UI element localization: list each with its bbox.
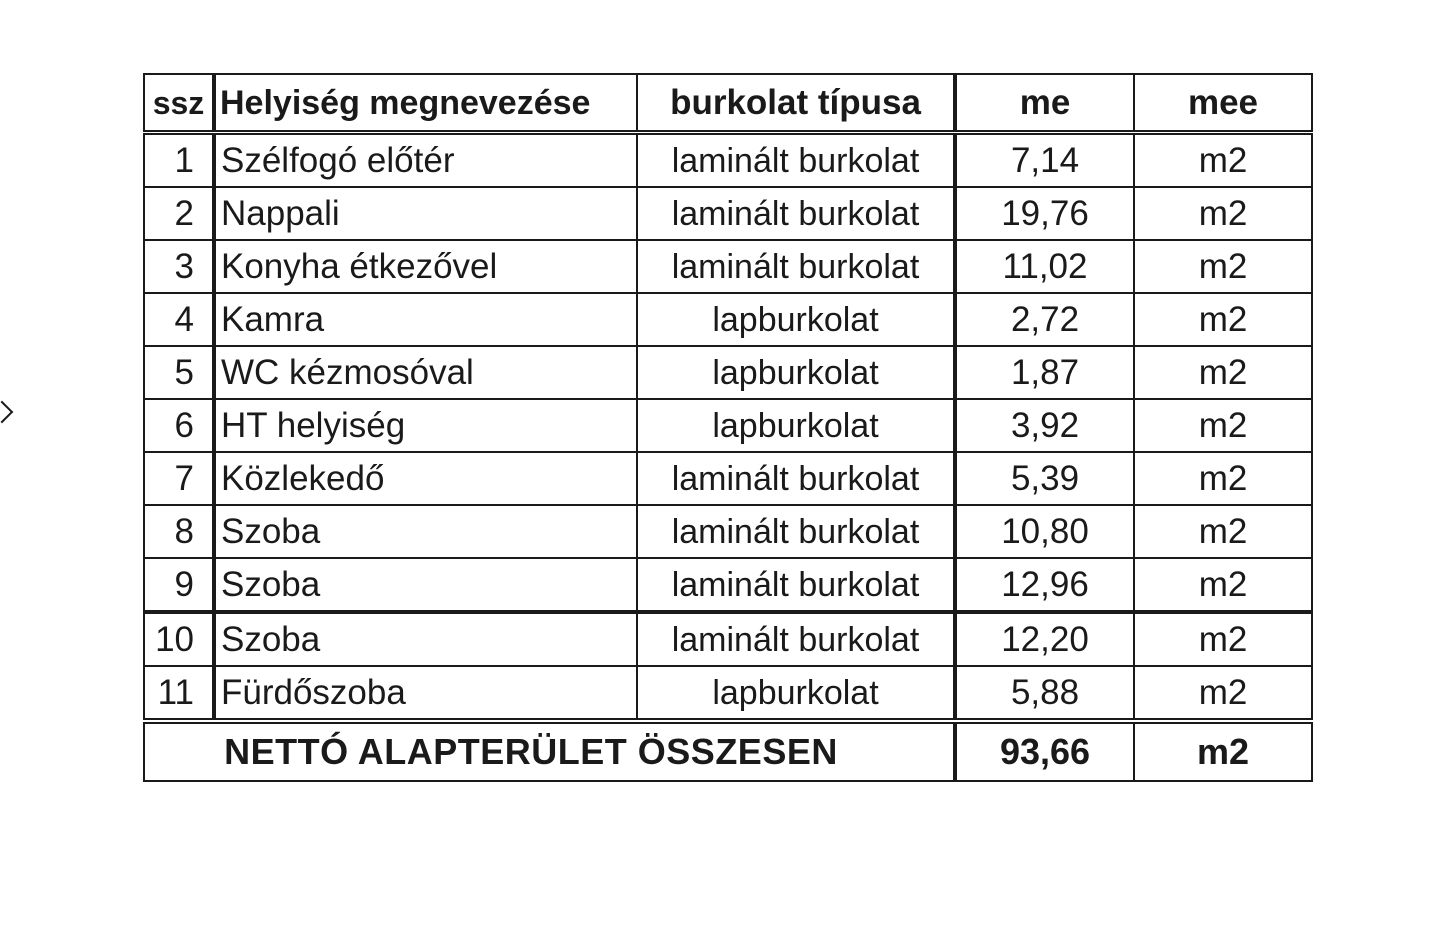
floor-type: lapburkolat [637, 666, 955, 721]
area-value: 11,02 [955, 240, 1134, 293]
area-unit: m2 [1134, 399, 1312, 452]
table-row [144, 133, 1312, 188]
room-name: Szélfogó előtér [214, 133, 637, 188]
room-name: Szoba [214, 505, 637, 558]
row-number: 9 [144, 558, 214, 612]
room-name: Közlekedő [214, 452, 637, 505]
floor-type: laminált burkolat [637, 558, 955, 612]
row-number: 8 [144, 505, 214, 558]
room-name: WC kézmosóval [214, 346, 637, 399]
area-unit: m2 [1134, 240, 1312, 293]
area-unit: m2 [1134, 133, 1312, 188]
header-quantity: me [955, 74, 1134, 133]
table-header-row [144, 74, 1312, 133]
total-row [144, 721, 1312, 781]
table-row [144, 558, 1312, 612]
area-unit: m2 [1134, 187, 1312, 240]
table-body [144, 133, 1312, 782]
room-name: Konyha étkezővel [214, 240, 637, 293]
table-row [144, 666, 1312, 721]
row-number: 10 [144, 612, 214, 666]
area-value: 3,92 [955, 399, 1134, 452]
area-value: 19,76 [955, 187, 1134, 240]
area-unit: m2 [1134, 666, 1312, 721]
area-unit: m2 [1134, 452, 1312, 505]
area-value: 5,39 [955, 452, 1134, 505]
area-unit: m2 [1134, 612, 1312, 666]
row-number: 5 [144, 346, 214, 399]
row-number: 7 [144, 452, 214, 505]
floor-type: laminált burkolat [637, 187, 955, 240]
header-floor-type: burkolat típusa [637, 74, 955, 133]
floor-type: laminált burkolat [637, 505, 955, 558]
room-name: Szoba [214, 558, 637, 612]
room-name: HT helyiség [214, 399, 637, 452]
header-ssz: ssz [144, 74, 214, 133]
room-area-table [143, 73, 1313, 782]
row-number: 4 [144, 293, 214, 346]
floor-type: lapburkolat [637, 346, 955, 399]
area-value: 12,96 [955, 558, 1134, 612]
row-number: 3 [144, 240, 214, 293]
table-row [144, 399, 1312, 452]
area-value: 10,80 [955, 505, 1134, 558]
total-label: NETTÓ ALAPTERÜLET ÖSSZESEN [144, 721, 955, 781]
header-room-name: Helyiség megnevezése [214, 74, 637, 133]
row-number: 6 [144, 399, 214, 452]
area-unit: m2 [1134, 293, 1312, 346]
table-row [144, 612, 1312, 666]
area-unit: m2 [1134, 505, 1312, 558]
total-unit: m2 [1134, 721, 1312, 781]
room-name: Kamra [214, 293, 637, 346]
table-row [144, 293, 1312, 346]
total-area: 93,66 [955, 721, 1134, 781]
table-row [144, 240, 1312, 293]
floor-type: laminált burkolat [637, 612, 955, 666]
area-value: 1,87 [955, 346, 1134, 399]
floor-type: lapburkolat [637, 293, 955, 346]
row-number: 11 [144, 666, 214, 721]
area-value: 2,72 [955, 293, 1134, 346]
room-name: Nappali [214, 187, 637, 240]
chevron-right-icon [0, 401, 13, 424]
floor-type: laminált burkolat [637, 240, 955, 293]
table-row [144, 505, 1312, 558]
table-row [144, 187, 1312, 240]
area-unit: m2 [1134, 346, 1312, 399]
row-number: 2 [144, 187, 214, 240]
floor-type: lapburkolat [637, 399, 955, 452]
area-value: 7,14 [955, 133, 1134, 188]
room-name: Fürdőszoba [214, 666, 637, 721]
row-number: 1 [144, 133, 214, 188]
table-row [144, 452, 1312, 505]
floor-type: laminált burkolat [637, 452, 955, 505]
area-value: 5,88 [955, 666, 1134, 721]
area-unit: m2 [1134, 558, 1312, 612]
room-name: Szoba [214, 612, 637, 666]
area-value: 12,20 [955, 612, 1134, 666]
table-row [144, 346, 1312, 399]
floor-type: laminált burkolat [637, 133, 955, 188]
header-unit: mee [1134, 74, 1312, 133]
